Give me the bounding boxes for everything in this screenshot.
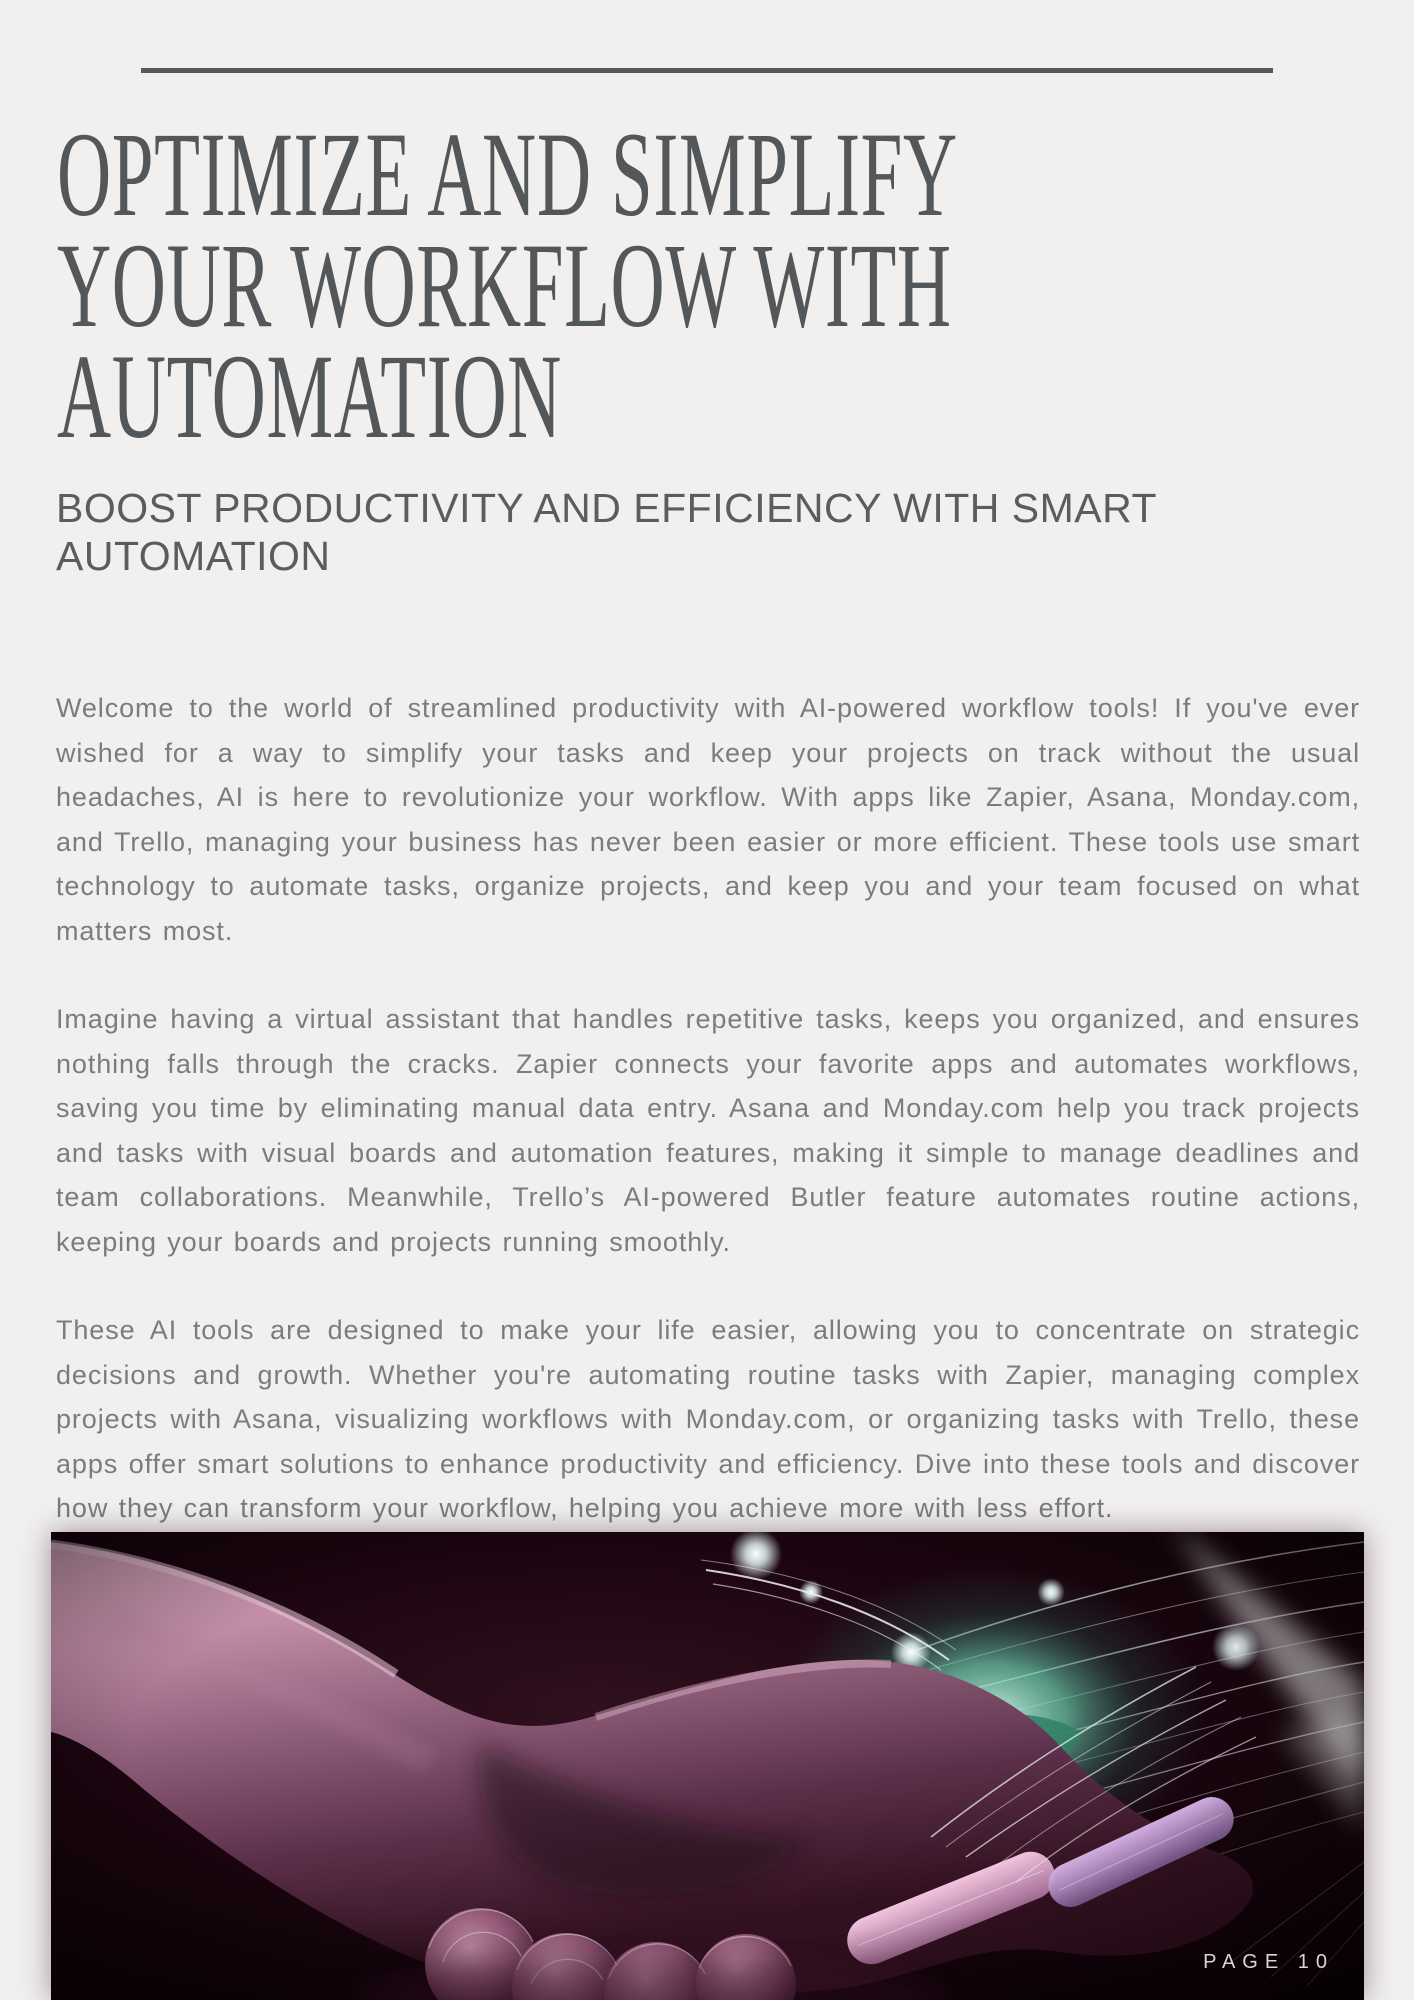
top-rule xyxy=(141,68,1273,73)
body-paragraph-2: Imagine having a virtual assistant that handles repetitive tasks, keeps you organized, and ensures nothing falls through the cracks. Zapier connects your favorite apps and automates workflows, saving you time by eliminating manual data entry. Asana and Monday.com help you track projects and tasks with visual boards and automation features, making it simple to manage deadlines and team collaborations. Meanwhile, Trello’s AI-powered Butler feature automates routine actions, keeping your boards and projects running smoothly. xyxy=(56,1004,1360,1257)
page-title-line-3: AUTOMATION xyxy=(57,330,562,464)
page-title-line-2: YOUR WORKFLOW WITH xyxy=(57,219,952,353)
page-subtitle: BOOST PRODUCTIVITY AND EFFICIENCY WITH SMART AUTOMATION xyxy=(56,485,1157,579)
page-number: PAGE 10 xyxy=(1203,1951,1334,1973)
article-body xyxy=(56,686,1360,1531)
handshake-image xyxy=(51,1532,1364,2000)
page-title-line-1: OPTIMIZE AND SIMPLIFY xyxy=(57,108,958,242)
page-title xyxy=(57,108,1414,464)
body-paragraph-1: Welcome to the world of streamlined productivity with AI-powered workflow tools! If you've ever wished for a way to simplify your tasks and keep your projects on track without the usual headaches, AI is here to revolutionize your workflow. With apps like Zapier, Asana, Monday.com, and Trello, managing your business has never been easier or more efficient. These tools use smart technology to automate tasks, organize projects, and keep you and your team focused on what matters most. xyxy=(56,693,1360,946)
body-paragraph-3: These AI tools are designed to make your life easier, allowing you to concentrate on strategic decisions and growth. Whether you're automating routine tasks with Zapier, managing complex projects with Asana, visualizing workflows with Monday.com, or organizing tasks with Trello, these apps offer smart solutions to enhance productivity and efficiency. Dive into these tools and discover how they can transform your workflow, helping you achieve more with less effort. xyxy=(56,1315,1360,1523)
vignette xyxy=(51,1532,1364,2000)
handshake-illustration xyxy=(51,1532,1364,2000)
